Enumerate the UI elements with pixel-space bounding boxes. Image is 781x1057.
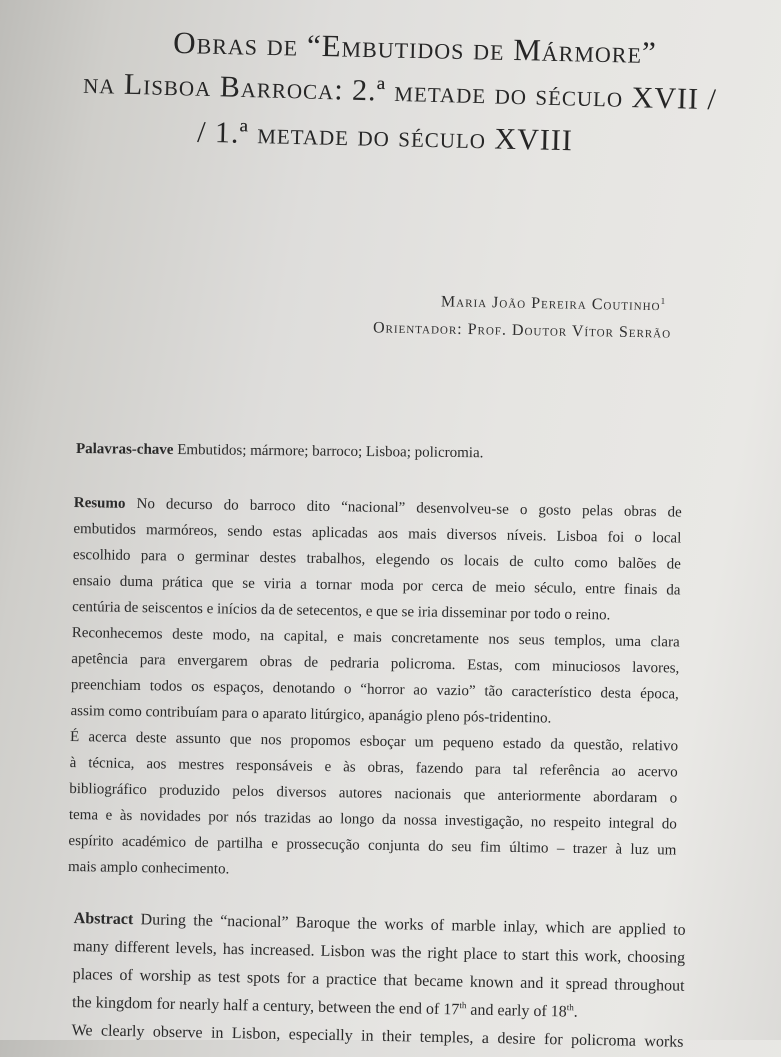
abstract-line: many different levels, has increased. Lisbon was the right place to start this work, choosing	[73, 937, 686, 967]
abstract-line-text: During the “nacional” Baroque the works of marble inlay, which are applied to	[133, 911, 686, 939]
resumo-line: preenchiam todos os espaços, denotando o “horror ao vazio” tão característico desta época,	[70, 676, 679, 703]
resumo-line: mais amplo conhecimento.	[67, 858, 230, 878]
resumo-line: à técnica, aos mestres responsáveis e às obras, fazendo para tal referência ao acervo	[69, 754, 678, 781]
keywords-text: Embutidos; mármore; barroco; Lisboa; policromia.	[173, 442, 484, 462]
abstract-line-text: and early of 18	[466, 1001, 567, 1021]
resumo-line-text: No decurso do barroco dito “nacional” desenvolveu-se o gosto pelas obras de	[125, 495, 682, 521]
abstract-section	[71, 905, 686, 1057]
abstract-line: places of worship as test spots for a practice that became known and it spread throughout	[72, 965, 685, 995]
ordinal-suffix: th	[459, 1000, 467, 1011]
advisor: Orientador: Prof. Doutor Vítor Serrão	[372, 319, 672, 342]
resumo-line: Reconhecemos deste modo, na capital, e mais concretamente nos seus templos, uma clara	[71, 624, 680, 651]
keywords-label: Palavras-chave	[75, 441, 174, 459]
ordinal-suffix: th	[566, 1002, 574, 1013]
abstract-label: Abstract	[73, 909, 134, 929]
resumo-line: É acerca deste assunto que nos propomos esboçar um pequeno estado da questão, relativo	[69, 728, 679, 755]
title-line-1: Obras de “Embutidos de Mármore”	[172, 24, 658, 71]
title-line-2: na Lisboa Barroca: 2.ª metade do século XVII /	[82, 66, 718, 117]
title-line-3: / 1.ª metade do século XVIII	[196, 115, 574, 158]
author-name: Maria João Pereira Coutinho	[440, 293, 661, 315]
resumo-line: ensaio duma prática que se viria a tornar moda por cerca de meio século, entre finais da	[72, 572, 681, 599]
resumo-label: Resumo	[73, 494, 126, 512]
keywords	[76, 441, 484, 462]
resumo-section	[68, 490, 682, 890]
resumo-line: tema e às novidades por nós trazidas ao longo da nossa investigação, no respeito integral do	[68, 806, 677, 833]
resumo-line: espírito académico de partilha e prossecução conjunta do seu fim último – trazer à luz um	[68, 832, 677, 859]
abstract-line-text: the kingdom for nearly half a century, between the end of 17	[71, 993, 460, 1019]
author-name-line	[441, 292, 666, 315]
abstract-line-text: .	[573, 1003, 578, 1021]
resumo-line: centúria de seiscentos e inícios da de setecentos, e que se iria disseminar por todo o reino.	[72, 598, 611, 624]
abstract-line: We clearly observe in Lisbon, especially in their temples, a desire for policroma works	[71, 1021, 684, 1051]
resumo-line: apetência para envergarem obras de pedraria policroma. Estas, com minuciosos lavores,	[71, 650, 680, 677]
resumo-line: escolhido para o germinar destes trabalhos, elegendo os locais de culto como balões de	[72, 546, 682, 573]
resumo-line: assim como contribuíam para o aparato litúrgico, apanágio pleno pós-tridentino.	[70, 702, 552, 727]
resumo-line: embutidos marmóreos, sendo estas aplicadas aos mais diversos níveis. Lisboa foi o local	[73, 520, 682, 547]
resumo-line: bibliográfico produzido pelos diversos autores nacionais que anteriormente abordaram o	[69, 780, 678, 807]
author-footnote-mark: 1	[660, 295, 667, 306]
